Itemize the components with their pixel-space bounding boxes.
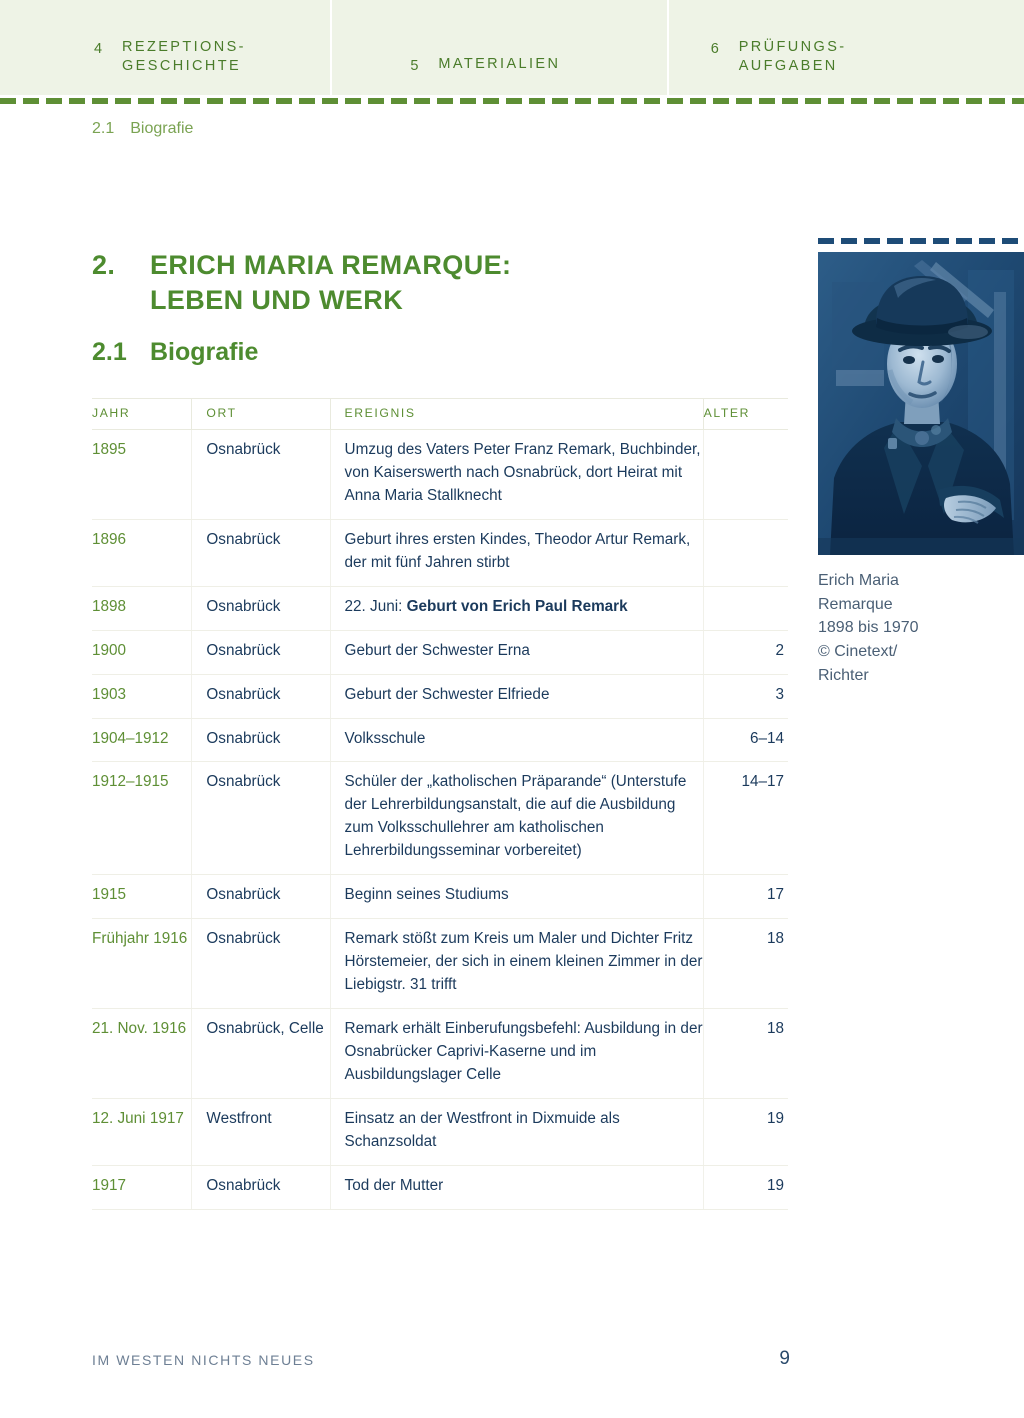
table-header-row [92, 399, 788, 430]
cell-ort: Osnabrück [192, 1165, 330, 1209]
cell-alter: 14–17 [703, 762, 788, 875]
cell-jahr: 1895 [92, 430, 192, 520]
chapter-title-line2: LEBEN UND WERK [150, 284, 404, 315]
nav-tab-label-line2: GESCHICHTE [122, 58, 242, 75]
nav-tab-label-line1: PRÜFUNGS- [738, 38, 847, 55]
table-row [92, 630, 788, 674]
cell-ort: Osnabrück [192, 430, 330, 520]
cell-alter: 18 [703, 919, 788, 1009]
cell-ort: Osnabrück [192, 674, 330, 718]
cell-ereignis: Remark erhält Einberufungsbefehl: Ausbildung in der Osnabrücker Caprivi-Kaserne und im Ausbildungslager Celle [330, 1008, 703, 1098]
cell-ort: Osnabrück [192, 919, 330, 1009]
nav-tab-pruefungsaufgaben[interactable] [669, 0, 1024, 95]
nav-tab-label-line1: MATERIALIEN [438, 56, 561, 73]
cell-ereignis: Einsatz an der Westfront in Dixmuide als Schanzsoldat [330, 1098, 703, 1165]
green-dashed-divider [0, 98, 1024, 104]
cell-ereignis: Schüler der „katholischen Präparande“ (Unterstufe der Lehrerbildungsanstalt, die auf die Ausbildung zum Volksschullehrer am katholischen Lehrerbildungsseminar vorbereitet) [330, 762, 703, 875]
figure-caption [818, 569, 1024, 687]
cell-ereignis: Geburt der Schwester Elfriede [330, 674, 703, 718]
cell-ereignis: Geburt ihres ersten Kindes, Theodor Artur Remark, der mit fünf Jahren stirbt [330, 519, 703, 586]
footer-book-title: IM WESTEN NICHTS NEUES [92, 1352, 315, 1368]
figure-remarque-portrait [818, 238, 1024, 687]
ereignis-prefix: 22. Juni: [344, 597, 407, 615]
nav-tab-label [438, 55, 560, 75]
nav-tab-label-line2: AUFGABEN [738, 58, 838, 75]
cell-jahr: 21. Nov. 1916 [92, 1008, 192, 1098]
cell-jahr: 1915 [92, 875, 192, 919]
running-head [92, 120, 193, 138]
footer-page-number: 9 [779, 1348, 790, 1369]
running-head-number: 2.1 [92, 120, 115, 137]
figure-caption-line3: 1898 bis 1970 [818, 619, 919, 637]
cell-jahr: Frühjahr 1916 [92, 919, 192, 1009]
portrait-photo-graphic [818, 252, 1024, 555]
section-number: 2.1 [92, 338, 127, 366]
chapter-title [92, 248, 752, 317]
figure-caption-line1: Erich Maria [818, 572, 899, 589]
cell-jahr: 1898 [92, 586, 192, 630]
cell-ereignis: Tod der Mutter [330, 1165, 703, 1209]
chapter-title-text [150, 248, 710, 317]
cell-jahr: 1896 [92, 519, 192, 586]
nav-tab-rezeptionsgeschichte[interactable] [0, 0, 330, 95]
figure-caption-line4: © Cinetext/ [818, 643, 898, 661]
nav-tab-content [410, 55, 560, 95]
table-row [92, 1008, 788, 1098]
table-row [92, 718, 788, 762]
cell-alter: 6–14 [703, 718, 788, 762]
biography-table [92, 398, 788, 1210]
cell-ereignis: Volksschule [330, 718, 703, 762]
cell-alter [703, 430, 788, 520]
nav-tab-number: 5 [410, 58, 419, 75]
cell-ort: Osnabrück [192, 718, 330, 762]
section-title-text: Biografie [150, 338, 259, 366]
cell-ort: Osnabrück [192, 630, 330, 674]
nav-tab-label [739, 38, 847, 77]
cell-ort: Osnabrück, Celle [192, 1008, 330, 1098]
figure-caption-line5: Richter [818, 666, 869, 684]
cell-alter: 3 [703, 674, 788, 718]
cell-alter: 19 [703, 1165, 788, 1209]
cell-alter [703, 586, 788, 630]
column-header-ort: ORT [192, 399, 330, 430]
cell-alter: 19 [703, 1098, 788, 1165]
cell-alter: 2 [703, 630, 788, 674]
figure-caption-line2: Remarque [818, 595, 893, 613]
table-row [92, 674, 788, 718]
cell-ereignis: Beginn seines Studiums [330, 875, 703, 919]
cell-jahr: 1912–1915 [92, 762, 192, 875]
portrait-photo [818, 252, 1024, 555]
nav-tab-content [711, 38, 847, 95]
cell-ort: Westfront [192, 1098, 330, 1165]
nav-tab-number: 4 [94, 40, 103, 57]
cell-ort: Osnabrück [192, 875, 330, 919]
column-header-jahr: JAHR [92, 399, 192, 430]
table-row [92, 762, 788, 875]
table-row [92, 875, 788, 919]
cell-ereignis: Umzug des Vaters Peter Franz Remark, Buchbinder, von Kaiserswerth nach Osnabrück, dort Heirat mit Anna Maria Stallknecht [330, 430, 703, 520]
cell-jahr: 1900 [92, 630, 192, 674]
table-row [92, 430, 788, 520]
cell-alter [703, 519, 788, 586]
table-head [92, 399, 788, 430]
cell-jahr: 1903 [92, 674, 192, 718]
cell-ereignis: Geburt der Schwester Erna [330, 630, 703, 674]
table-row [92, 519, 788, 586]
cell-ort: Osnabrück [192, 586, 330, 630]
column-header-ereignis: EREIGNIS [330, 399, 703, 430]
running-head-label: Biografie [130, 120, 194, 137]
cell-ort: Osnabrück [192, 762, 330, 875]
blue-dashed-divider [818, 238, 1024, 244]
nav-tab-number: 6 [710, 40, 720, 57]
cell-jahr: 1917 [92, 1165, 192, 1209]
chapter-number: 2. [92, 250, 116, 280]
table-row [92, 1098, 788, 1165]
cell-jahr: 1904–1912 [92, 718, 192, 762]
nav-tab-materialien[interactable] [332, 0, 666, 95]
cell-ereignis [330, 586, 703, 630]
chapter-tab-bar [0, 0, 1024, 95]
cell-ort: Osnabrück [192, 519, 330, 586]
column-header-alter: ALTER [703, 399, 788, 430]
nav-tab-label-line1: REZEPTIONS- [122, 38, 246, 55]
cell-alter: 18 [703, 1008, 788, 1098]
nav-tab-label [122, 38, 246, 77]
cell-jahr: 12. Juni 1917 [92, 1098, 192, 1165]
ereignis-emphasis: Geburt von Erich Paul Remark [406, 597, 628, 615]
cell-alter: 17 [703, 875, 788, 919]
table-row [92, 919, 788, 1009]
chapter-title-line1: ERICH MARIA REMARQUE: [150, 250, 512, 280]
table-row [92, 1165, 788, 1209]
nav-tab-content [94, 38, 246, 95]
cell-ereignis: Remark stößt zum Kreis um Maler und Dichter Fritz Hörstemeier, der sich in einem kleinen Zimmer in der Liebigstr. 31 trifft [330, 919, 703, 1009]
section-title [92, 338, 258, 367]
table-body [92, 430, 788, 1210]
table-row [92, 586, 788, 630]
